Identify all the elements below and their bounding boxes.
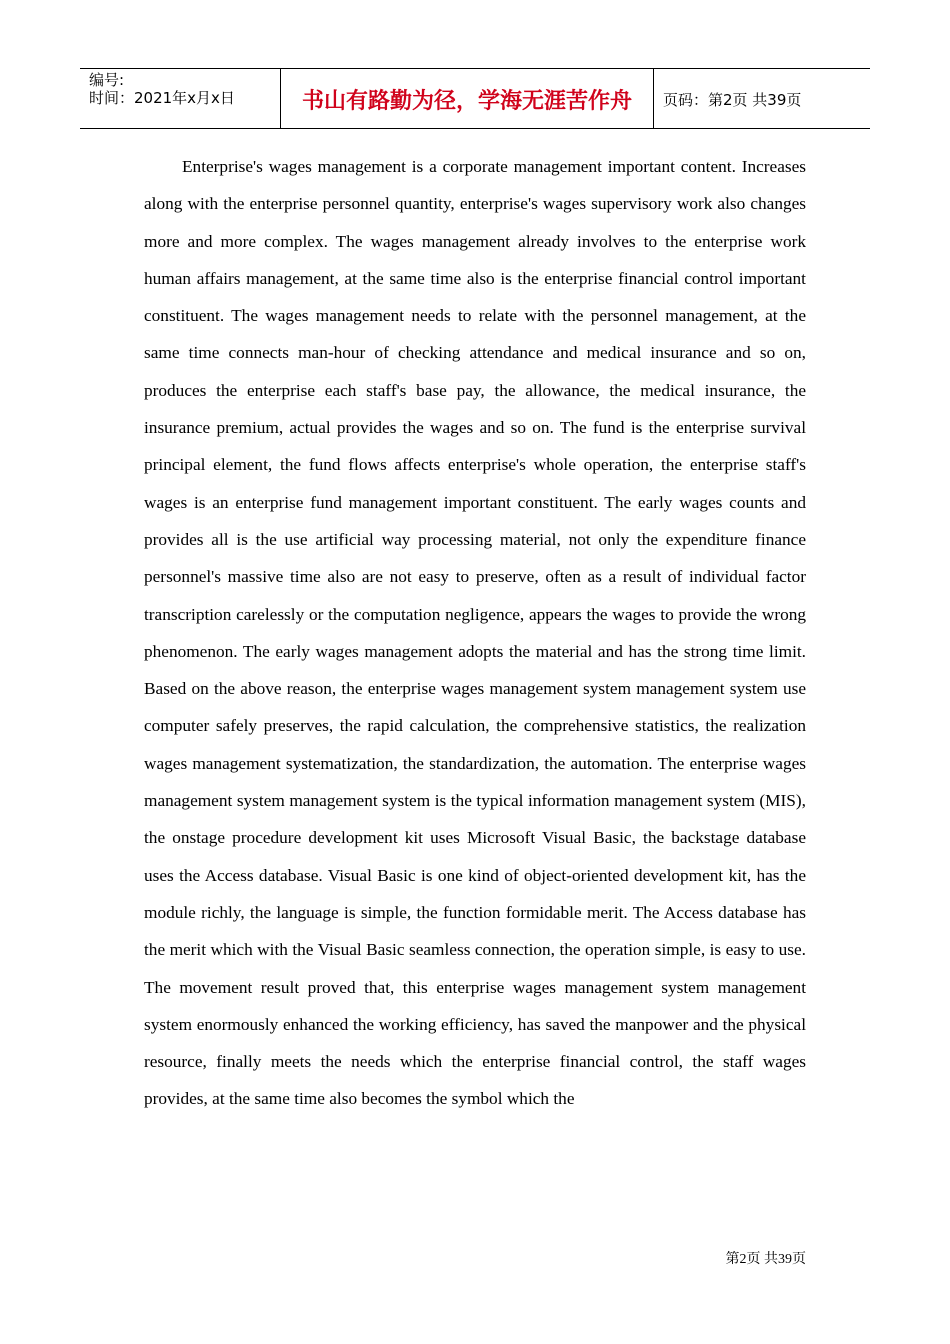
- header-page-info: 页码：第2页 共39页: [663, 91, 802, 109]
- date-label: 时间：2021年x月x日: [89, 89, 235, 107]
- page-header: [80, 68, 870, 129]
- body-paragraph: Enterprise's wages management is a corporate management important content. Increases along with the enterprise personnel quantity, enterprise's wages supervisory work also changes more and more complex. The wages management already involves to the enterprise work human affairs management, at the same time also is the enterprise financial control important constituent. The wages management needs to relate with the personnel management, at the same time connects man-hour of checking attendance and medical insurance and so on, produces the enterprise each staff's base pay, the allowance, the medical insurance, the insurance premium, actual provides the wages and so on. The fund is the enterprise survival principal element, the fund flows affects enterprise's whole operation, the enterprise staff's wages is an enterprise fund management important constituent. The early wages counts and provides all is the use artificial way processing material, not only the expenditure finance personnel's massive time also are not easy to preserve, often as a result of individual factor transcription carelessly or the computation negligence, appears the wages to provide the wrong phenomenon. The early wages management adopts the material and has the strong time limit. Based on the above reason, the enterprise wages management system management system use computer safely preserves, the rapid calculation, the comprehensive statistics, the realization wages management systematization, the standardization, the automation. The enterprise wages management system management system is the typical information management system (MIS), the onstage procedure development kit uses Microsoft Visual Basic, the backstage database uses the Access database. Visual Basic is one kind of object-oriented development kit, has the module richly, the language is simple, the function formidable merit. The Access database has the merit which with the Visual Basic seamless connection, the operation simple, is easy to use. The movement result proved that, this enterprise wages management system management system enormously enhanced the working efficiency, has saved the manpower and the physical resource, finally meets the needs which the enterprise financial control, the staff wages provides, at the same time also becomes the symbol which the: [144, 157, 806, 1109]
- header-meta: [80, 69, 281, 128]
- header-motto: 书山有路勤为径，学海无涯苦作舟: [281, 69, 654, 128]
- footer-page-number: 第2页 共39页: [725, 1252, 806, 1267]
- serial-label: 编号:: [89, 71, 125, 89]
